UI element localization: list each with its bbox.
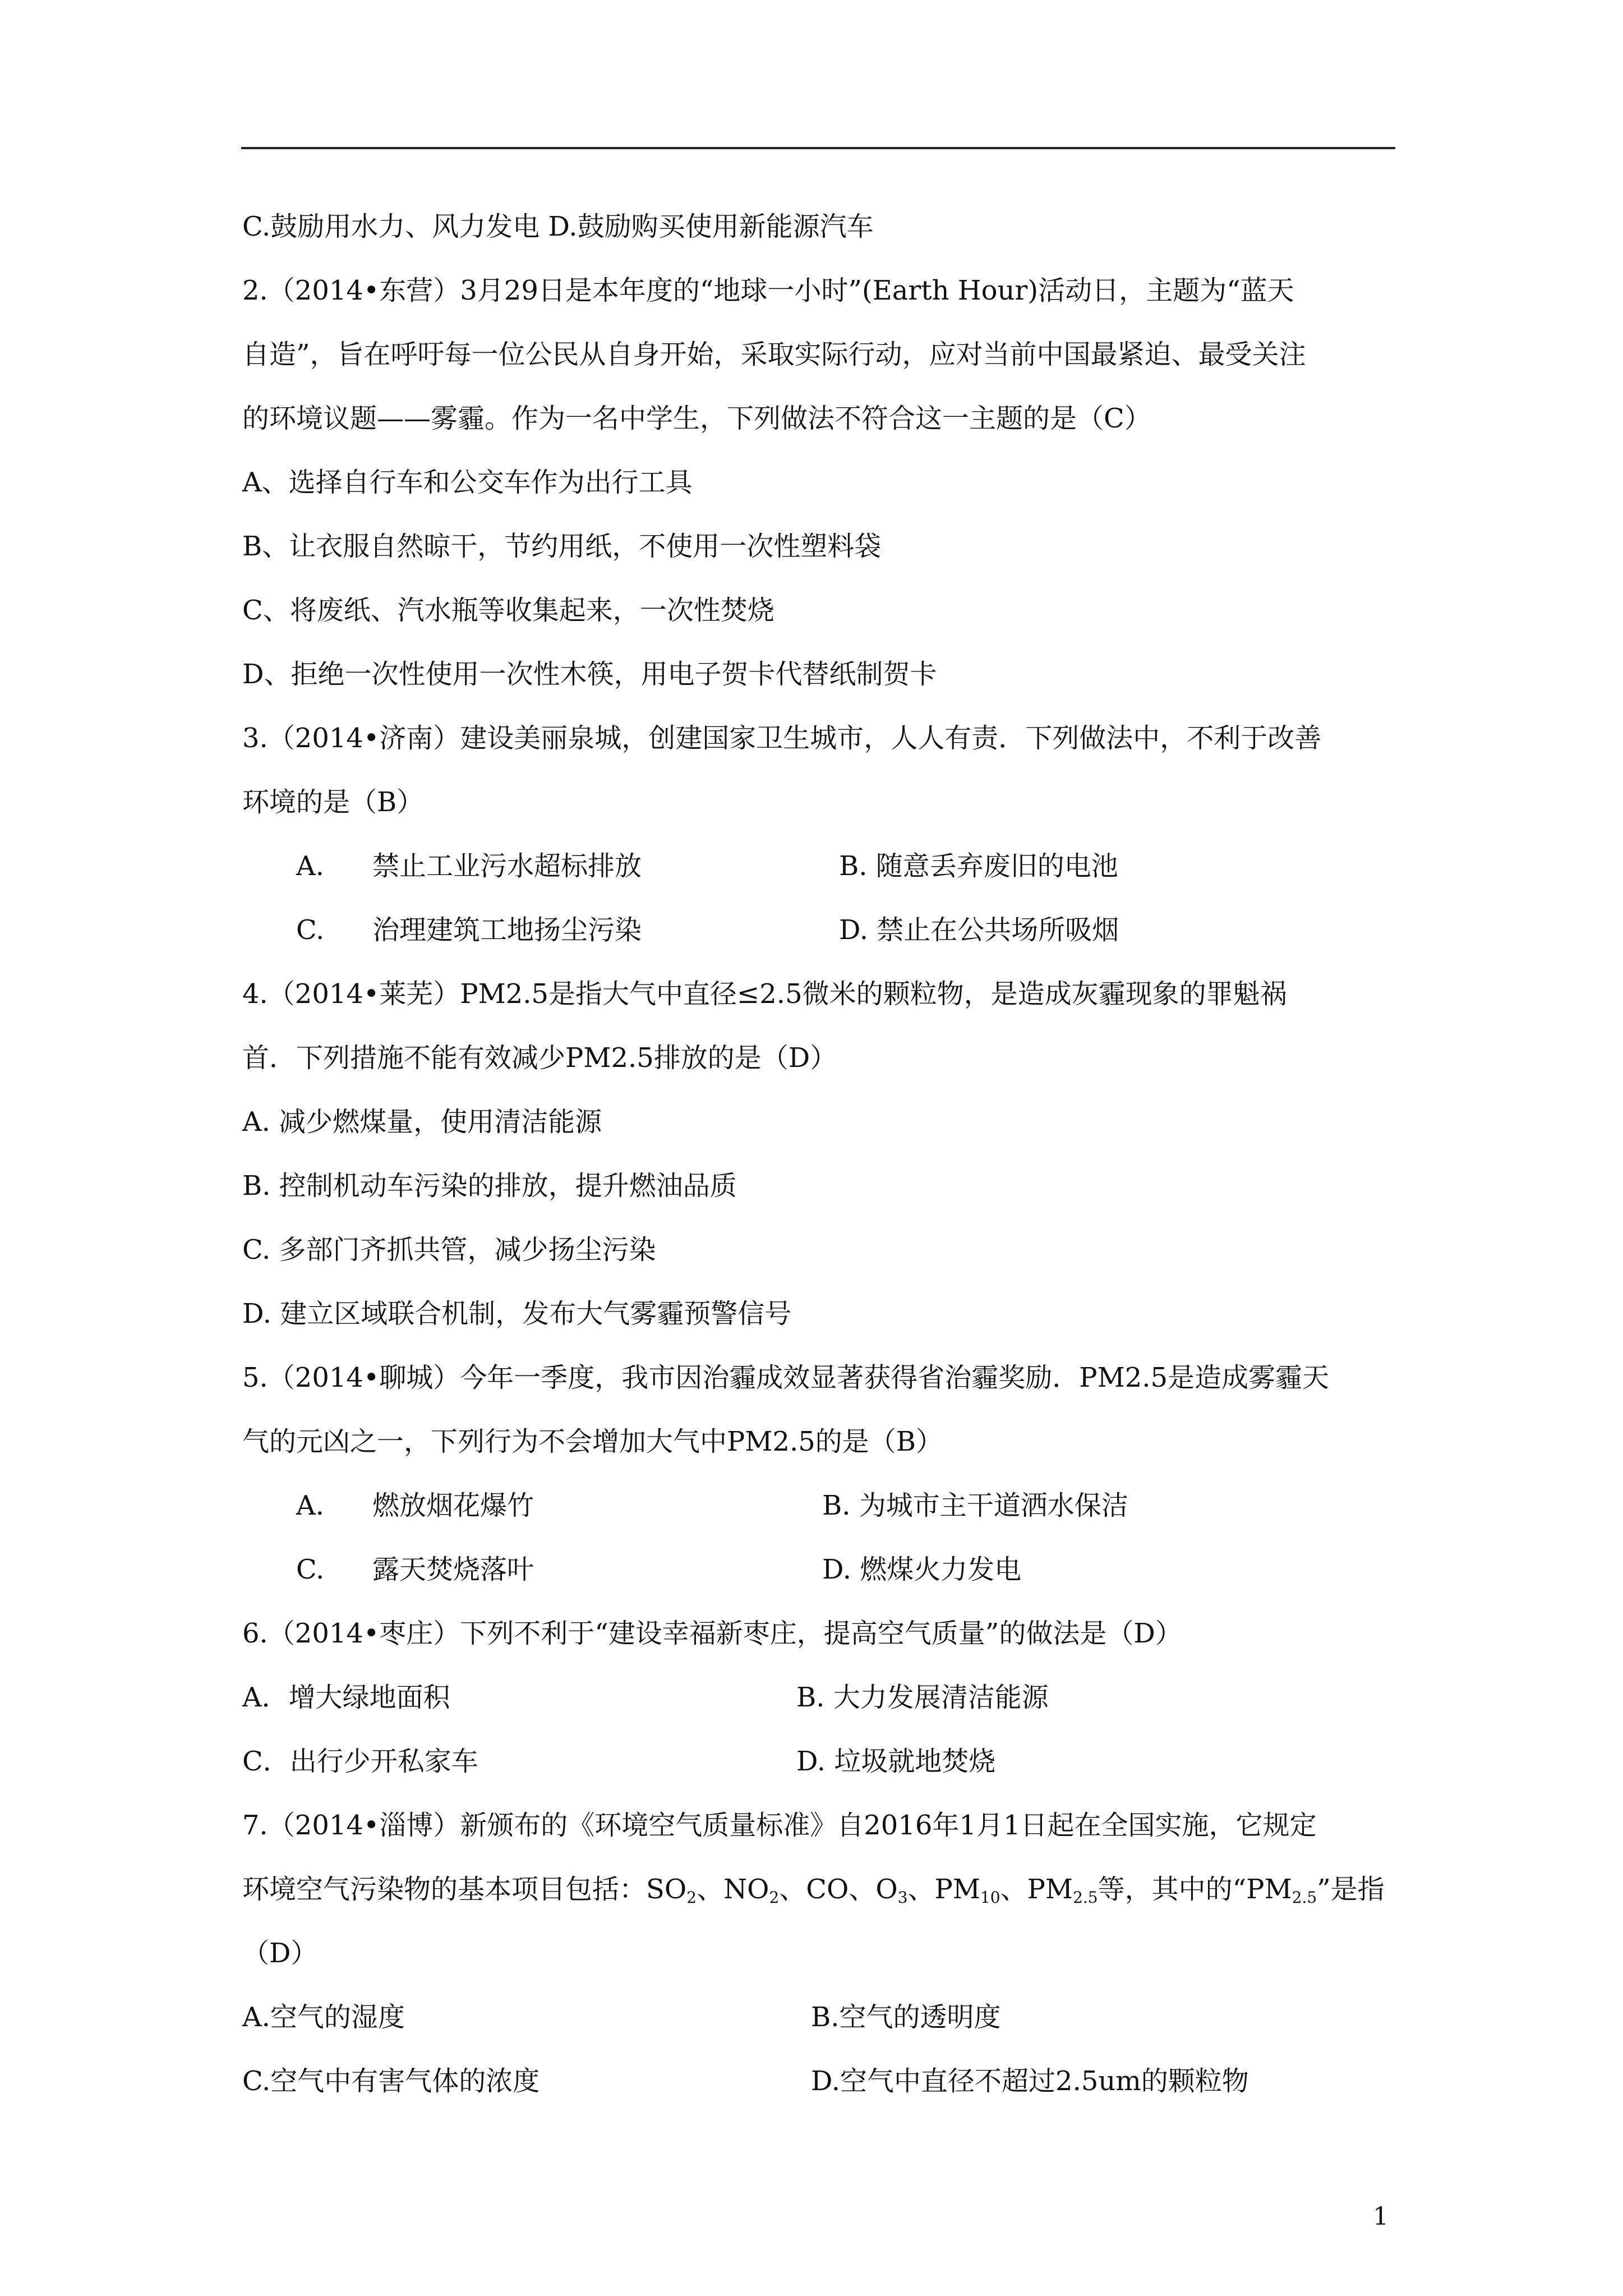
q4-option-c: C. 多部门齐抓共管，减少扬尘污染 xyxy=(242,1234,656,1266)
q6-option-c: C．出行少开私家车 xyxy=(242,1746,478,1777)
q3-option-a-letter: A. xyxy=(296,850,324,882)
q4-stem-line2: 首．下列措施不能有效减少PM2.5排放的是（D） xyxy=(242,1042,837,1074)
q7-sub-so2: 2 xyxy=(686,1888,697,1907)
q6-option-d: D. 垃圾就地焚烧 xyxy=(796,1746,996,1777)
q7-sep-pm10: 、PM xyxy=(907,1874,980,1905)
q5-option-b: B. 为城市主干道洒水保洁 xyxy=(822,1490,1128,1521)
q7-sub-o3: 3 xyxy=(897,1888,908,1907)
q7-stem-line1: 7.（2014•淄博）新颁布的《环境空气质量标准》自2016年1月1日起在全国实施，它规定 xyxy=(242,1810,1317,1841)
q3-stem-line1: 3.（2014•济南）建设美丽泉城，创建国家卫生城市，人人有责．下列做法中，不利于改善 xyxy=(242,723,1322,754)
q7-stem-line3: （D） xyxy=(242,1938,318,1969)
q5-option-c-letter: C. xyxy=(296,1554,325,1585)
q7-sub-no2: 2 xyxy=(769,1888,780,1907)
q7-sep-pm25: 、PM xyxy=(1000,1874,1073,1905)
page-number: 1 xyxy=(1373,2202,1389,2231)
q2-stem-line3: 的环境议题——雾霾。作为一名中学生，下列做法不符合这一主题的是（C） xyxy=(242,403,1151,434)
header-rule xyxy=(241,147,1395,149)
q7-line2-post: ”是指 xyxy=(1317,1874,1385,1905)
q4-option-b: B. 控制机动车污染的排放，提升燃油品质 xyxy=(242,1170,737,1202)
q5-option-d: D. 燃煤火力发电 xyxy=(822,1554,1022,1585)
q3-option-b: B. 随意丢弃废旧的电池 xyxy=(839,850,1118,882)
q7-sub-pm25a: 2.5 xyxy=(1073,1888,1098,1907)
q2-stem-line1: 2.（2014•东营）3月29日是本年度的“地球一小时”(Earth Hour)活动日，主题为“蓝天 xyxy=(242,275,1294,306)
q6-option-a: A．增大绿地面积 xyxy=(242,1682,450,1713)
q3-option-d: D. 禁止在公共场所吸烟 xyxy=(839,914,1119,946)
q2-option-b: B、让衣服自然晾干，节约用纸，不使用一次性塑料袋 xyxy=(242,531,882,562)
q5-option-c-text: 露天焚烧落叶 xyxy=(372,1554,534,1585)
q7-sep-quote: 等，其中的“PM xyxy=(1098,1874,1292,1905)
q4-option-d: D. 建立区域联合机制，发布大气雾霾预警信号 xyxy=(242,1298,792,1329)
q5-stem-line2: 气的元凶之一，下列行为不会增加大气中PM2.5的是（B） xyxy=(242,1426,943,1457)
q7-line2-pre: 环境空气污染物的基本项目包括：SO xyxy=(242,1874,687,1905)
q2-option-d: D、拒绝一次性使用一次性木筷，用电子贺卡代替纸制贺卡 xyxy=(242,659,937,690)
q6-option-b: B. 大力发展清洁能源 xyxy=(796,1682,1049,1713)
q3-option-a-text: 禁止工业污水超标排放 xyxy=(372,850,642,882)
q6-stem-line1: 6.（2014•枣庄）下列不利于“建设幸福新枣庄，提高空气质量”的做法是（D） xyxy=(242,1618,1182,1649)
q3-stem-line2: 环境的是（B） xyxy=(242,786,424,818)
q2-stem-line2: 自造”，旨在呼吁每一位公民从自身开始，采取实际行动，应对当前中国最紧迫、最受关注 xyxy=(242,339,1306,370)
q7-option-d: D.空气中直径不超过2.5um的颗粒物 xyxy=(811,2065,1249,2097)
q4-option-a: A. 减少燃煤量，使用清洁能源 xyxy=(242,1106,602,1138)
q7-option-b: B.空气的透明度 xyxy=(811,2001,1001,2033)
q5-option-a-letter: A. xyxy=(296,1490,324,1521)
q7-option-a: A.空气的湿度 xyxy=(242,2001,405,2033)
q1-options-cont: C.鼓励用水力、风力发电 D.鼓励购买使用新能源汽车 xyxy=(242,211,874,242)
q3-option-c-letter: C. xyxy=(296,914,325,946)
q2-option-a: A、选择自行车和公交车作为出行工具 xyxy=(242,467,693,498)
q7-option-c: C.空气中有害气体的浓度 xyxy=(242,2065,540,2097)
q5-stem-line1: 5.（2014•聊城）今年一季度，我市因治霾成效显著获得省治霾奖励．PM2.5是造成雾霾天 xyxy=(242,1362,1330,1393)
q7-sub-pm25b: 2.5 xyxy=(1292,1888,1317,1907)
q7-sep-no2: 、NO xyxy=(697,1874,769,1905)
q3-option-c-text: 治理建筑工地扬尘污染 xyxy=(372,914,642,946)
q4-stem-line1: 4.（2014•莱芜）PM2.5是指大气中直径≤2.5微米的颗粒物，是造成灰霾现象的罪魁祸 xyxy=(242,978,1287,1010)
q7-sub-pm10: 10 xyxy=(980,1888,1000,1907)
q7-sep-o3: 、CO、O xyxy=(779,1874,898,1905)
q7-stem-line2 xyxy=(242,1872,1385,1906)
q5-option-a-text: 燃放烟花爆竹 xyxy=(372,1490,534,1521)
q2-option-c: C、将废纸、汽水瓶等收集起来，一次性焚烧 xyxy=(242,595,774,626)
